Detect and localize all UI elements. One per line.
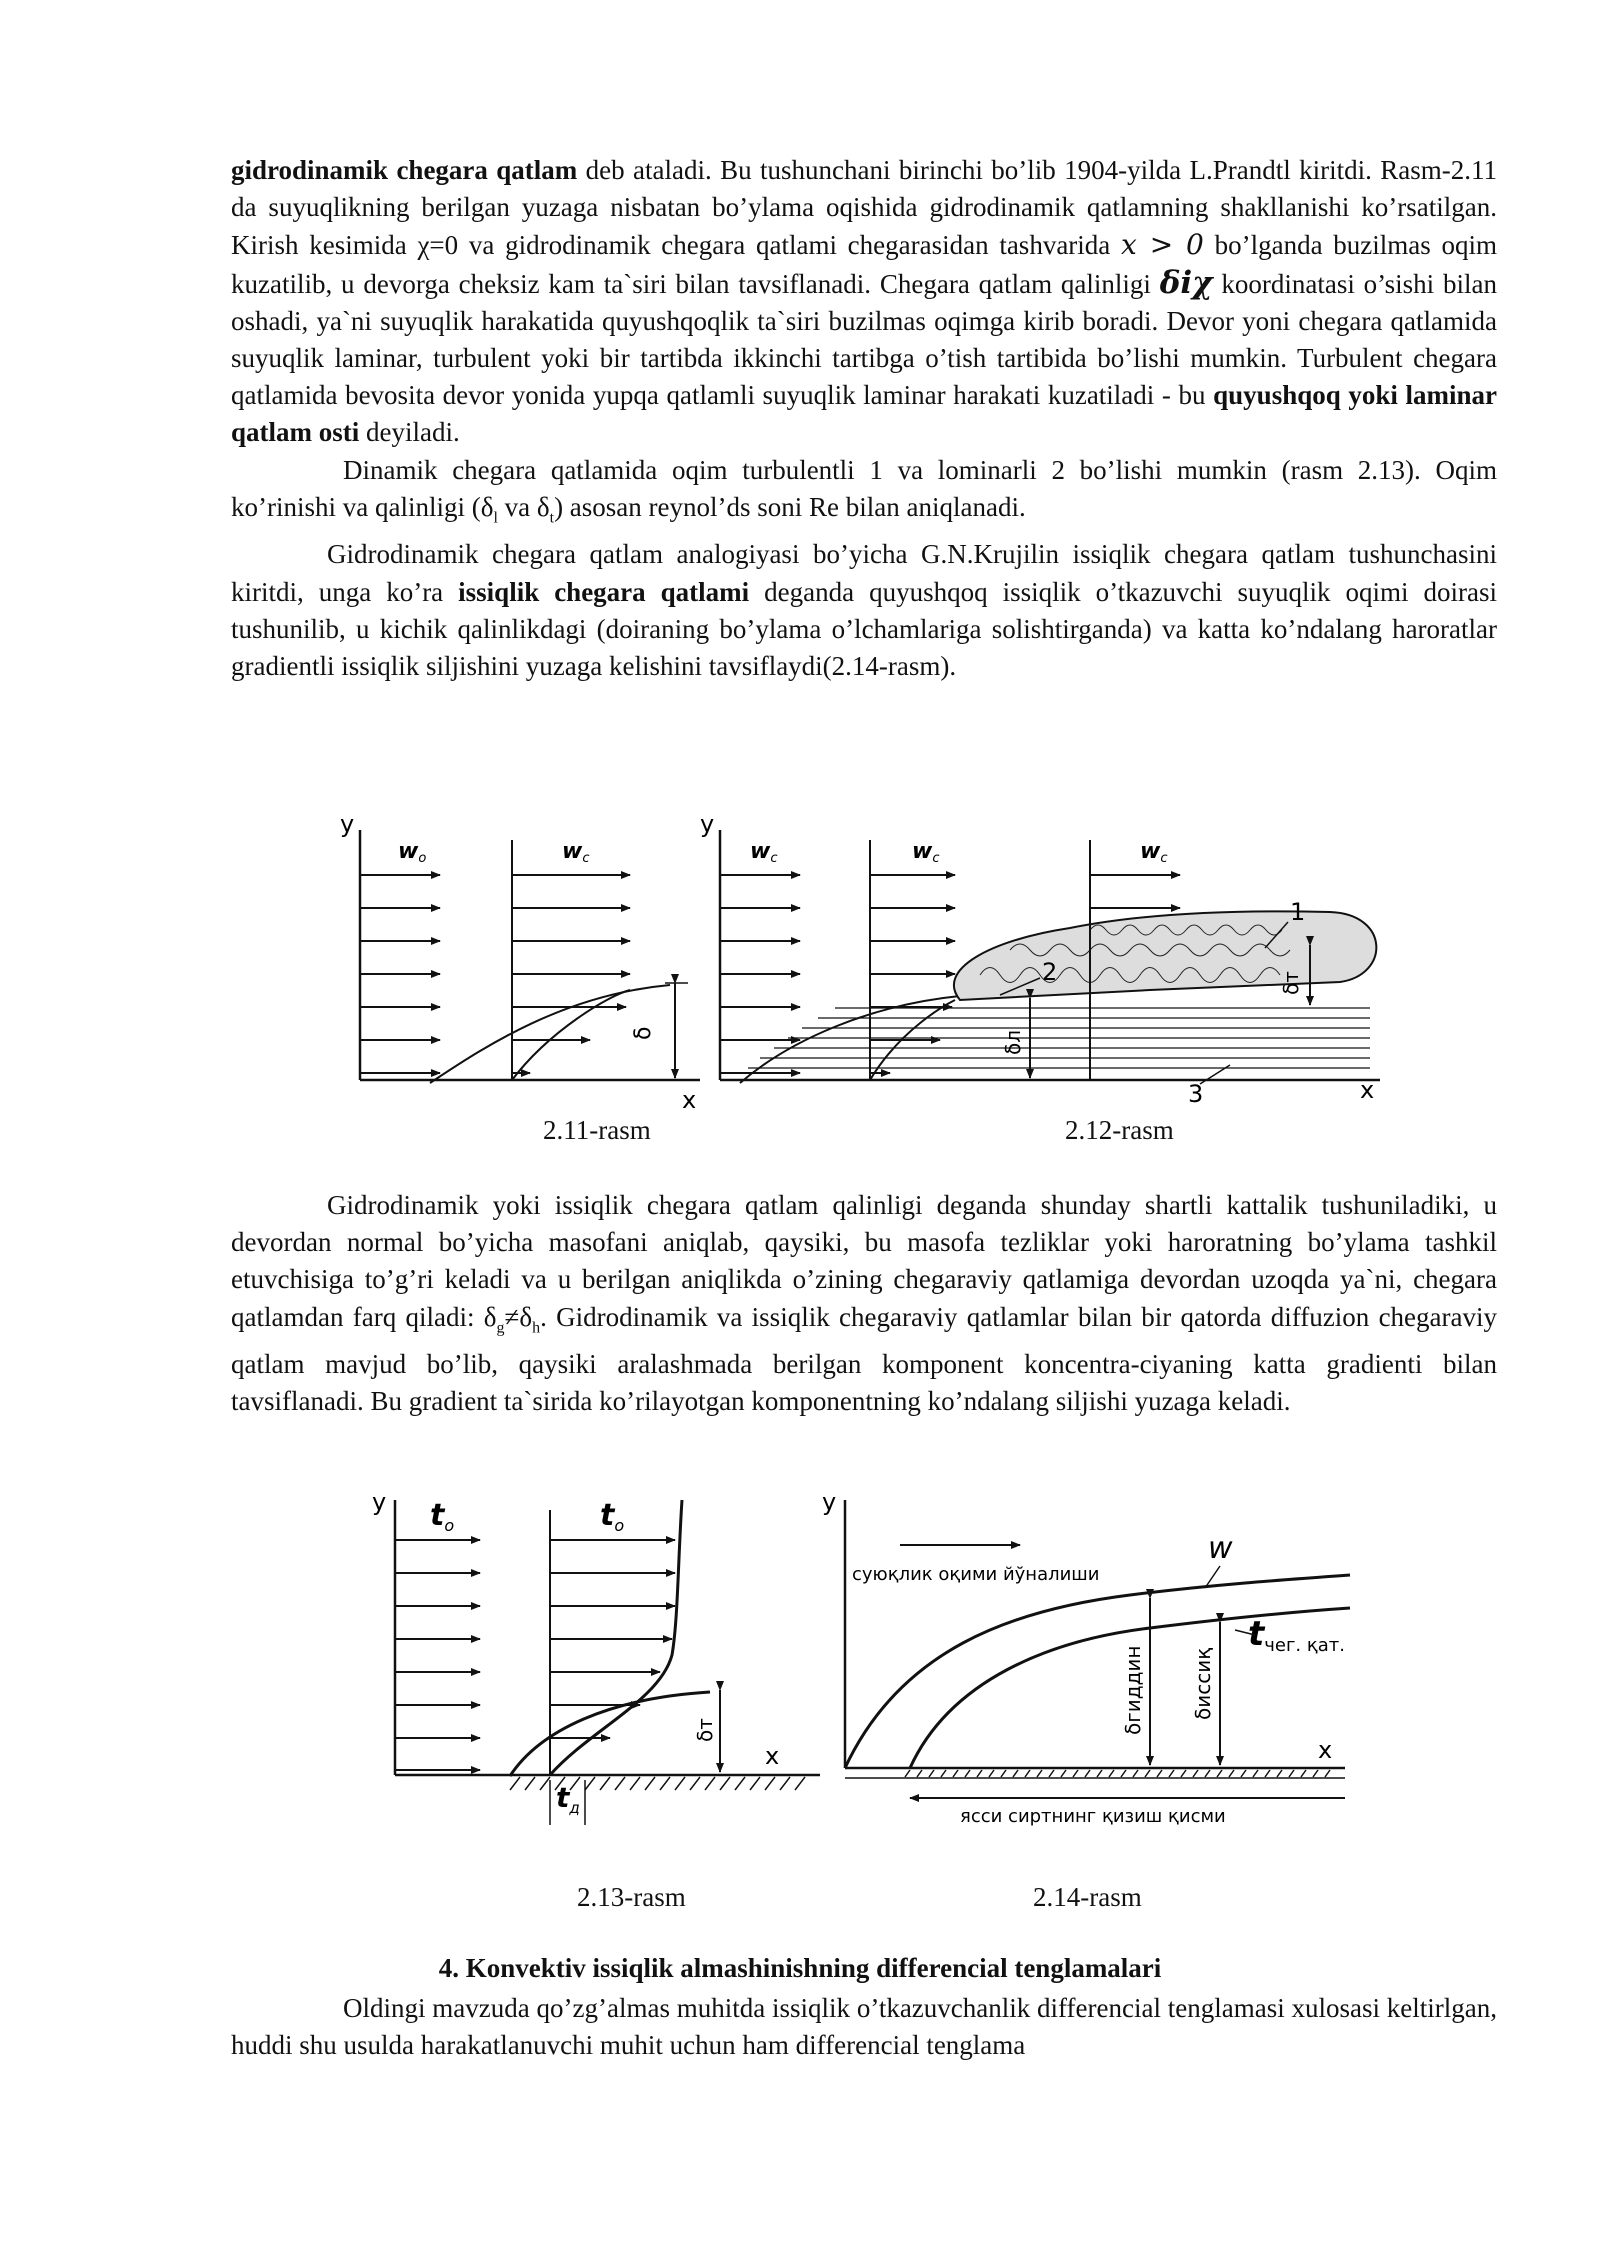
laminar-layer-lines [748,1008,1370,1068]
velocity-label-w0: wo [398,839,427,866]
delta-t-label: δт [1279,971,1303,995]
figure-2-14 [810,1480,1370,1840]
caption-2-11: 2.11-rasm [543,1115,651,1145]
heated-wall-hatching [845,1770,1345,1778]
temp-profile-1-arrows [395,1540,480,1770]
heating-section-label: ясси сиртнинг қизиш қисми [960,1806,1226,1827]
formula-x-positive: x > 0 [1121,228,1204,262]
profile-3-arrows [1090,875,1180,908]
term-thermal-boundary-layer: issiqlik chegara qatlami [458,576,750,607]
delta-l-label: δл [1001,1029,1025,1055]
body-text-top [231,152,1497,685]
body-text-middle [231,1187,1497,1421]
term-laminar-sublayer: quyushqoq yoki laminar qatlam osti [231,380,1497,448]
paragraph-dynamic-layer: Dinamik chegara qatlamida oqim turbulentli 1 va lominarli 2 bo’lishi mumkin (rasm 2.13). Oqim ko’rinishi va qalinligi ($\delta_l$ va $\delta_t$) asosan reynol’ds soni Re bilan aniqlanadi. [231,454,1497,527]
axis-y-label-3: y [372,1488,387,1516]
temp-label-wall: $t_д$ [556,1781,580,1817]
delta-heat-label: δиссиқ [1191,1647,1215,1720]
temperature-layer-label: tчег. қат. [1248,1614,1345,1656]
term-hydrodynamic-boundary-layer: gidrodinamik chegara qatlam [231,155,578,185]
caption-2-14: 2.14-rasm [1033,1882,1142,1912]
axis-y-label: y [340,810,355,838]
paragraph-convective-equations: Oldingi mavzuda qo’zg’almas muhitda issiqlik o’tkazuvchanlik differencial tenglamasi xulosasi keltirlgan, huddi shu usulda harakatlanuvchi muhit uchun ham differencial tenglama [231,1993,1497,2061]
temp-label-2: $t_o$ [600,1498,625,1535]
wall-hatching-3 [510,1777,805,1790]
velocity-label-2a: wc [750,839,778,866]
figure-2-12 [690,800,1390,1110]
delta-label: δ [631,1026,656,1040]
region-label-3: 3 [1188,1080,1204,1108]
velocity-label-4: w [1208,1531,1233,1566]
body-text-bottom [231,1990,1497,2064]
caption-2-13: 2.13-rasm [577,1882,686,1912]
flow-direction-label: суюқлик оқими йўналиши [852,1564,1100,1585]
profile-2-arrows [870,875,955,1073]
velocity-label-2c: wc [1140,839,1168,866]
temp-label-1: $t_o$ [430,1498,455,1535]
delta-hydro-label: δгиддин [1121,1645,1145,1735]
figure-2-13 [360,1480,820,1840]
region-label-2: 2 [1042,958,1058,986]
caption-2-12: 2.12-rasm [1065,1115,1174,1145]
formula-delta-x: δiχ [1159,264,1213,301]
paragraph-prandtl: gidrodinamik chegara qatlam deb ataladi. Bu tushunchani birinchi bo’lib 1904-yilda L.Prandtl kiritdi. Rasm-2.11 da suyuqlikning berilgan yuzaga nisbatan bo’ylama oqishida gidrodinamik qatlamning shakllanishi ko’rsatilgan. Kirish kesimida χ=0 va gidrodinamik chegara qatlami chegarasidan tashvarida x > 0 bo’lganda buzilmas oqim kuzatilib, u devorga cheksiz kam ta`siri bilan tavsiflanadi. Chegara qatlam qalinligi δiχ koordinatasi o’sishi bilan oshadi, ya`ni suyuqlik harakatida quyushqoqlik ta`siri buzilmas oqimga kirib boradi. Devor yoni chegara qatlamida suyuqlik laminar, turbulent yoki bir tartibda ikkinchi tartibga o’tish tartibida bo’lishi mumkin. Turbulent chegara qatlamida bevosita devor yonida yupqa qatlamli suyuqlik laminar harakati kuzatiladi - bu quyushqoq yoki laminar qatlam osti deyiladi. [231,155,1497,448]
paragraph-layer-thickness: Gidrodinamik yoki issiqlik chegara qatlam qalinligi deganda shunday shartli kattalik tushuniladiki, u devordan normal bo’yicha masofani aniqlab, qaysiki, bu masofa tezliklar yoki haroratning bo’ylama tashkil etuvchisiga to’g’ri keladi va u berilgan aniqlikda o’zining chegaraviy qatlamiga devordan uzoqda ya`ni, chegara qatlamdan farq qiladi: $\delta_g\ne\delta_h$. Gidrodinamik va issiqlik chegaraviy qatlamlar bilan bir qatorda diffuzion chegaraviy qatlam mavjud bo’lib, qaysiki aralashmada berilgan komponent koncentra-ciyaning katta gradienti bilan tavsiflanadi. Bu gradient ta`sirida ko’rilayotgan komponentning ko’ndalang siljishi yuzaga keladi. [231,1190,1497,1417]
turbulent-zone [954,911,1376,1000]
profile-1-arrows [720,875,800,1073]
axis-y-label-2: y [700,810,715,838]
figure-2-11 [330,800,710,1110]
axis-y-label-4: y [822,1488,837,1516]
developed-profile-arrows [512,875,630,1073]
velocity-label-wc: wc [562,839,590,866]
paragraph-thermal-layer: Gidrodinamik chegara qatlam analogiyasi bo’yicha G.N.Krujilin issiqlik chegara qatlam tushunchasini kiritdi, unga ko’ra issiqlik chegara qatlami deganda quyushqoq issiqlik o’tkazuvchi suyuqlik oqimi doirasi tushunilib, u kichik qalinlikdagi (doiraning bo’ylama o’lchamlariga solishtirganda) va katta ko’ndalang haroratlar gradientli issiqlik siljishini yuzaga kelishini tavsiflaydi(2.14-rasm). [231,539,1497,682]
section-heading: 4. Konvektiv issiqlik almashinishning differencial tenglamalari [438,1953,1162,1983]
axis-x-label-3: x [765,1742,780,1770]
axis-x-label-2: x [1360,1076,1375,1104]
uniform-profile-arrows [360,875,440,1073]
axis-x-label-4: x [1318,1736,1333,1764]
hydrodynamic-boundary-curve [845,1575,1350,1768]
region-label-1: 1 [1290,898,1306,926]
axis-x-label: x [682,1086,697,1110]
velocity-label-2b: wc [912,839,940,866]
delta-t-label-3: δт [693,1718,717,1742]
